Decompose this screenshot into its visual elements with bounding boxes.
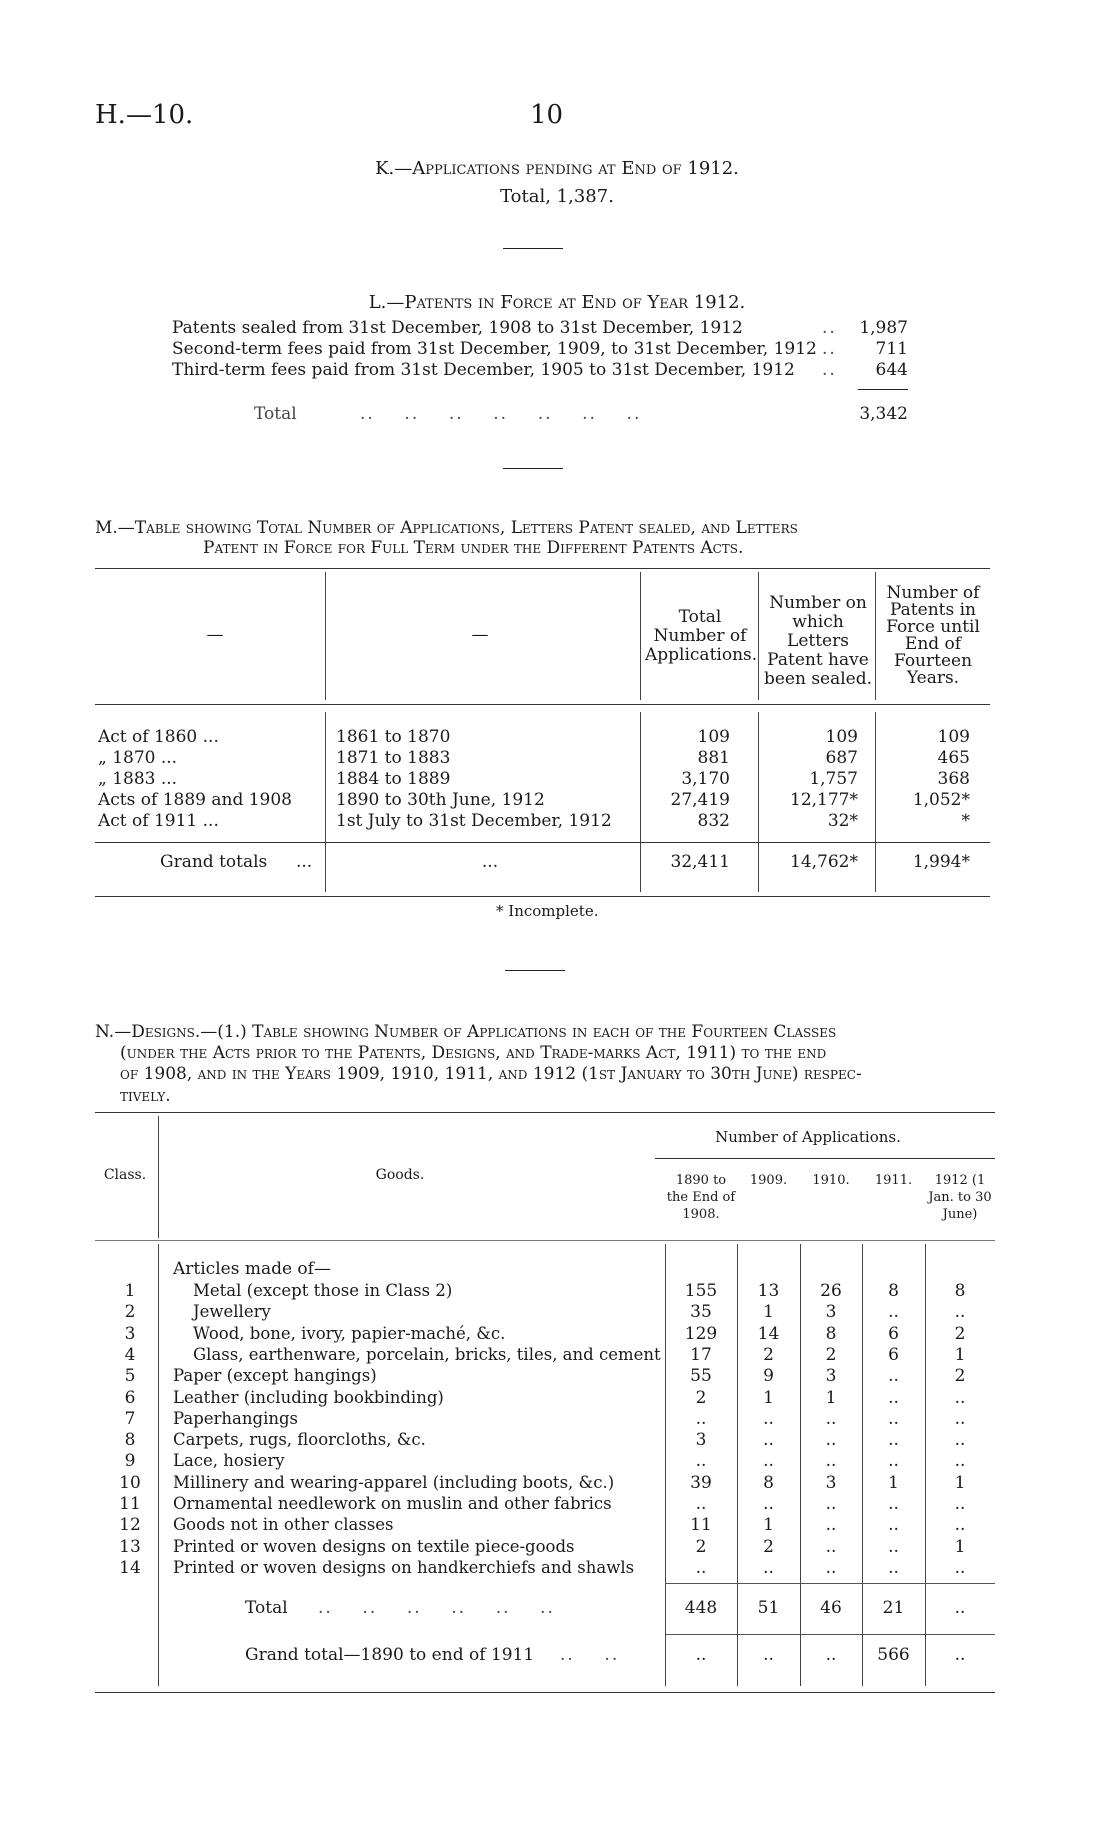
m-row-act: Act of 1911 ... xyxy=(98,811,219,831)
n-row-value: 39 xyxy=(690,1472,712,1493)
head-total: Total Number of Applications. xyxy=(645,607,758,665)
n-row-value: .. xyxy=(825,1557,837,1578)
n-grand-value: .. xyxy=(763,1645,774,1665)
col-sep xyxy=(758,712,759,892)
leader-dots: .. xyxy=(822,339,837,359)
l-row-value: 644 xyxy=(875,360,908,380)
leader-dots: ... xyxy=(296,852,313,872)
head-col: 1912 (1 Jan. to 30 June) xyxy=(928,1173,992,1222)
n-row-value: .. xyxy=(888,1536,899,1557)
m-row-act: „ 1870 ... xyxy=(98,748,178,768)
n-row-value: .. xyxy=(954,1515,966,1536)
n-row-class: 9 xyxy=(124,1451,136,1472)
n-row-value: .. xyxy=(825,1515,837,1536)
l-row-label: Patents sealed from 31st December, 1908 to 31st December, 1912 xyxy=(172,318,743,338)
n-row-value: 1 xyxy=(763,1302,774,1323)
head-dash-1: — xyxy=(206,625,224,645)
m-row-force: 1,052* xyxy=(912,790,970,810)
n-row-value: 3 xyxy=(695,1430,707,1451)
page-number: 10 xyxy=(530,100,564,130)
col-sep xyxy=(158,1116,159,1238)
n-row-value: .. xyxy=(888,1302,899,1323)
n-total-value: 46 xyxy=(820,1598,842,1618)
n-row-class: 10 xyxy=(119,1472,141,1493)
n-row-value: .. xyxy=(954,1408,966,1429)
n-row-value: 55 xyxy=(690,1366,712,1387)
n-row-goods: Ornamental needlework on muslin and other fabrics xyxy=(173,1494,612,1513)
head-force: Number of Patents in Force until End of Fourteen Years. xyxy=(886,583,980,688)
n-row-value: 2 xyxy=(763,1536,774,1557)
head-col: 1910. xyxy=(812,1173,850,1188)
table-n-top-rule xyxy=(95,1112,995,1113)
n-row-goods: Glass, earthenware, porcelain, bricks, tiles, and cement xyxy=(193,1344,661,1364)
col-sep xyxy=(758,572,759,700)
l-row-value: 711 xyxy=(875,339,908,359)
m-row-force: 109 xyxy=(937,727,970,747)
n-row-value: 9 xyxy=(763,1366,774,1387)
m-row-sealed: 1,757 xyxy=(809,769,858,789)
m-grand-sealed: 14,762* xyxy=(790,852,858,872)
m-row-force: 465 xyxy=(937,748,970,768)
n-row-value: .. xyxy=(695,1451,707,1472)
section-n-title-3: of 1908, and in the Years 1909, 1910, 1911, and 1912 (1st January to 30th June) respec- xyxy=(120,1064,862,1084)
col-sep xyxy=(640,572,641,700)
n-row-value: 17 xyxy=(690,1344,712,1365)
n-row-value: 6 xyxy=(888,1344,899,1365)
n-row-value: .. xyxy=(888,1515,899,1536)
n-row-value: 129 xyxy=(684,1323,718,1344)
n-row-value: .. xyxy=(888,1408,899,1429)
n-row-class: 6 xyxy=(124,1387,136,1408)
divider xyxy=(503,468,563,469)
n-row-value: 1 xyxy=(825,1387,837,1408)
table-n-head-rule xyxy=(95,1240,995,1241)
divider xyxy=(503,248,563,249)
n-total-value: .. xyxy=(954,1598,966,1618)
n-row-value: 2 xyxy=(763,1344,774,1365)
n-row-value: .. xyxy=(695,1408,707,1429)
section-m-title-1: M.—Table showing Total Number of Applications, Letters Patent sealed, and Letters xyxy=(95,518,798,538)
section-n-title-2: (under the Acts prior to the Patents, Designs, and Trade-marks Act, 1911) to the end xyxy=(120,1043,827,1063)
section-l-title: L.—Patents in Force at End of Year 1912. xyxy=(368,292,746,313)
n-row-value: .. xyxy=(763,1451,774,1472)
n-row-class: 13 xyxy=(119,1536,141,1557)
document-code: H.—10. xyxy=(95,100,194,130)
head-dash-2: — xyxy=(471,625,489,645)
n-row-value: .. xyxy=(888,1430,899,1451)
head-goods: Goods. xyxy=(375,1167,425,1183)
leader-dots: .. .. .. .. .. .. xyxy=(318,1598,555,1618)
n-row-goods: Paperhangings xyxy=(173,1408,298,1428)
n-row-class: 11 xyxy=(119,1494,141,1514)
section-k-total: Total, 1,387. xyxy=(500,186,614,207)
m-row-sealed: 687 xyxy=(825,748,858,768)
n-row-value: 26 xyxy=(820,1281,842,1301)
n-row-class: 8 xyxy=(124,1430,136,1451)
n-row-value: .. xyxy=(825,1408,837,1429)
n-grand-value: .. xyxy=(695,1645,707,1665)
col-sep xyxy=(640,712,641,892)
n-row-value: 2 xyxy=(695,1536,707,1557)
n-row-value: .. xyxy=(695,1557,707,1578)
n-row-value: 3 xyxy=(825,1366,837,1387)
m-grand-label: Grand totals xyxy=(160,852,268,872)
n-row-value: .. xyxy=(954,1557,966,1578)
n-row-value: 155 xyxy=(684,1281,718,1301)
m-row-force: * xyxy=(961,811,970,831)
n-row-goods: Lace, hosiery xyxy=(173,1451,285,1471)
m-row-act: „ 1883 ... xyxy=(98,769,178,789)
n-total-label: Total xyxy=(245,1598,288,1618)
m-row-total: 881 xyxy=(697,748,730,768)
m-row-sealed: 32* xyxy=(827,811,858,831)
n-row-goods: Goods not in other classes xyxy=(173,1515,394,1535)
n-grand-label: Grand total—1890 to end of 1911 xyxy=(245,1645,535,1665)
section-n-title-1: N.—Designs.—(1.) Table showing Number of Applications in each of the Fourteen Classes xyxy=(95,1022,837,1042)
n-row-value: 2 xyxy=(954,1366,966,1387)
m-row-total: 832 xyxy=(697,811,730,831)
table-n-bottom-rule xyxy=(95,1692,995,1693)
section-k-title: K.—Applications pending at End of 1912. xyxy=(375,158,739,179)
col-sep xyxy=(325,712,326,892)
n-row-value: .. xyxy=(825,1430,837,1451)
divider xyxy=(505,970,565,971)
n-row-class: 1 xyxy=(124,1281,136,1301)
n-row-value: .. xyxy=(763,1408,774,1429)
table-m-top-rule xyxy=(95,568,990,569)
col-sep xyxy=(158,1614,159,1686)
m-row-total: 109 xyxy=(697,727,730,747)
m-row-total: 3,170 xyxy=(681,769,730,789)
section-l-total-label: Total xyxy=(254,404,297,424)
head-class: Class. xyxy=(103,1167,147,1183)
table-n-total-rule xyxy=(665,1583,995,1584)
n-row-value: 1 xyxy=(763,1387,774,1408)
n-row-goods: Printed or woven designs on textile piece-goods xyxy=(173,1536,575,1556)
leader-dots: .. .. xyxy=(560,1645,620,1665)
m-row-period: 1861 to 1870 xyxy=(336,727,451,747)
head-col: 1909. xyxy=(749,1173,788,1188)
n-row-value: .. xyxy=(763,1557,774,1578)
n-row-class: 5 xyxy=(124,1366,136,1387)
n-row-value: 1 xyxy=(954,1536,966,1557)
m-grand-total: 32,411 xyxy=(670,852,730,872)
n-row-value: 1 xyxy=(954,1472,966,1493)
n-row-value: 6 xyxy=(888,1323,899,1344)
leader-dots: .. xyxy=(822,360,837,380)
n-row-value: .. xyxy=(825,1536,837,1557)
m-row-act: Act of 1860 ... xyxy=(98,727,219,747)
m-row-period: 1884 to 1889 xyxy=(336,769,451,789)
n-row-value: .. xyxy=(825,1451,837,1472)
head-col: 1890 to the End of 1908. xyxy=(666,1173,736,1222)
n-row-value: .. xyxy=(888,1494,899,1514)
m-row-force: 368 xyxy=(937,769,970,789)
col-sep xyxy=(875,712,876,892)
n-row-goods: Leather (including bookbinding) xyxy=(173,1387,444,1407)
n-row-value: 8 xyxy=(825,1323,837,1344)
n-row-value: 35 xyxy=(690,1302,712,1323)
articles-label: Articles made of— xyxy=(173,1259,331,1279)
n-row-class: 3 xyxy=(124,1323,136,1344)
n-row-goods: Millinery and wearing-apparel (including boots, &c.) xyxy=(173,1472,615,1492)
m-row-period: 1890 to 30th June, 1912 xyxy=(336,790,545,810)
table-n-grand-rule xyxy=(665,1634,995,1635)
n-row-value: 2 xyxy=(695,1387,707,1408)
n-row-value: 8 xyxy=(888,1281,899,1301)
n-row-value: .. xyxy=(888,1451,899,1472)
n-row-value: 1 xyxy=(888,1472,899,1493)
col-sep xyxy=(875,572,876,700)
n-row-value: 1 xyxy=(763,1515,774,1536)
col-sep xyxy=(158,1244,159,1614)
n-row-goods: Carpets, rugs, floorcloths, &c. xyxy=(173,1430,426,1450)
n-row-class: 7 xyxy=(124,1408,136,1429)
n-row-value: 2 xyxy=(954,1323,966,1344)
n-row-goods: Paper (except hangings) xyxy=(173,1366,377,1386)
leader-dots: .. .. .. .. .. .. .. xyxy=(360,404,642,424)
m-grand-period: ... xyxy=(481,852,499,872)
n-grand-value: .. xyxy=(954,1645,966,1665)
l-row-label: Third-term fees paid from 31st December, 1905 to 31st December, 1912 xyxy=(172,360,795,380)
head-number: Number of Applications. xyxy=(715,1128,901,1146)
n-row-value: .. xyxy=(954,1430,966,1451)
n-row-value: .. xyxy=(954,1451,966,1472)
section-l-total-value: 3,342 xyxy=(859,404,908,424)
m-row-period: 1871 to 1883 xyxy=(336,748,451,768)
n-row-value: .. xyxy=(888,1557,899,1578)
n-row-class: 4 xyxy=(124,1344,136,1365)
m-row-sealed: 12,177* xyxy=(790,790,858,810)
n-row-value: 2 xyxy=(825,1344,837,1365)
m-row-total: 27,419 xyxy=(670,790,730,810)
n-row-value: 8 xyxy=(954,1281,966,1301)
n-row-class: 2 xyxy=(124,1302,136,1323)
n-row-value: .. xyxy=(954,1494,966,1514)
section-m-title-2: Patent in Force for Full Term under the Different Patents Acts. xyxy=(203,538,744,558)
n-total-value: 21 xyxy=(882,1598,905,1618)
table-m-head-rule xyxy=(95,704,990,705)
n-row-goods: Metal (except those in Class 2) xyxy=(193,1281,453,1300)
n-row-class: 12 xyxy=(119,1515,141,1536)
n-grand-value: 566 xyxy=(877,1645,910,1665)
l-row-value: 1,987 xyxy=(859,318,908,338)
n-row-value: 3 xyxy=(825,1302,837,1323)
head-col: 1911. xyxy=(874,1173,913,1188)
n-row-value: 13 xyxy=(757,1281,780,1301)
n-row-value: 11 xyxy=(690,1515,712,1536)
n-row-value: 14 xyxy=(757,1323,780,1344)
n-row-class: 14 xyxy=(119,1557,141,1578)
m-row-act: Acts of 1889 and 1908 xyxy=(98,790,292,810)
footnote: * Incomplete. xyxy=(496,902,599,920)
n-grand-value: .. xyxy=(825,1645,837,1665)
n-row-value: 3 xyxy=(825,1472,837,1493)
head-sub-rule xyxy=(655,1158,995,1159)
m-row-sealed: 109 xyxy=(825,727,858,747)
n-row-value: .. xyxy=(888,1366,899,1387)
n-row-value: 1 xyxy=(954,1344,966,1365)
n-row-value: .. xyxy=(954,1387,966,1408)
n-row-goods: Jewellery xyxy=(193,1302,271,1322)
section-n-title-4: tively. xyxy=(120,1086,171,1106)
leader-dots: .. xyxy=(822,318,837,338)
n-row-value: .. xyxy=(695,1494,707,1514)
n-row-value: .. xyxy=(888,1387,899,1408)
n-row-goods: Printed or woven designs on handkerchiefs and shawls xyxy=(173,1557,635,1577)
l-row-label: Second-term fees paid from 31st December, 1909, to 31st December, 1912 xyxy=(172,339,817,359)
n-row-value: .. xyxy=(825,1494,837,1514)
table-m-bottom-rule xyxy=(95,896,990,897)
n-row-value: .. xyxy=(763,1430,774,1451)
n-row-goods: Wood, bone, ivory, papier-maché, &c. xyxy=(193,1323,506,1343)
m-grand-force: 1,994* xyxy=(912,852,970,872)
m-row-period: 1st July to 31st December, 1912 xyxy=(336,811,612,831)
table-m-total-rule xyxy=(95,842,990,843)
n-row-value: .. xyxy=(763,1494,774,1514)
n-total-value: 448 xyxy=(684,1598,718,1618)
n-row-value: .. xyxy=(954,1302,966,1323)
col-sep xyxy=(325,572,326,700)
n-total-value: 51 xyxy=(757,1598,780,1618)
head-sealed: Number on which Letters Patent have been sealed. xyxy=(763,593,873,689)
total-rule xyxy=(858,389,908,390)
n-row-value: 8 xyxy=(763,1472,774,1493)
